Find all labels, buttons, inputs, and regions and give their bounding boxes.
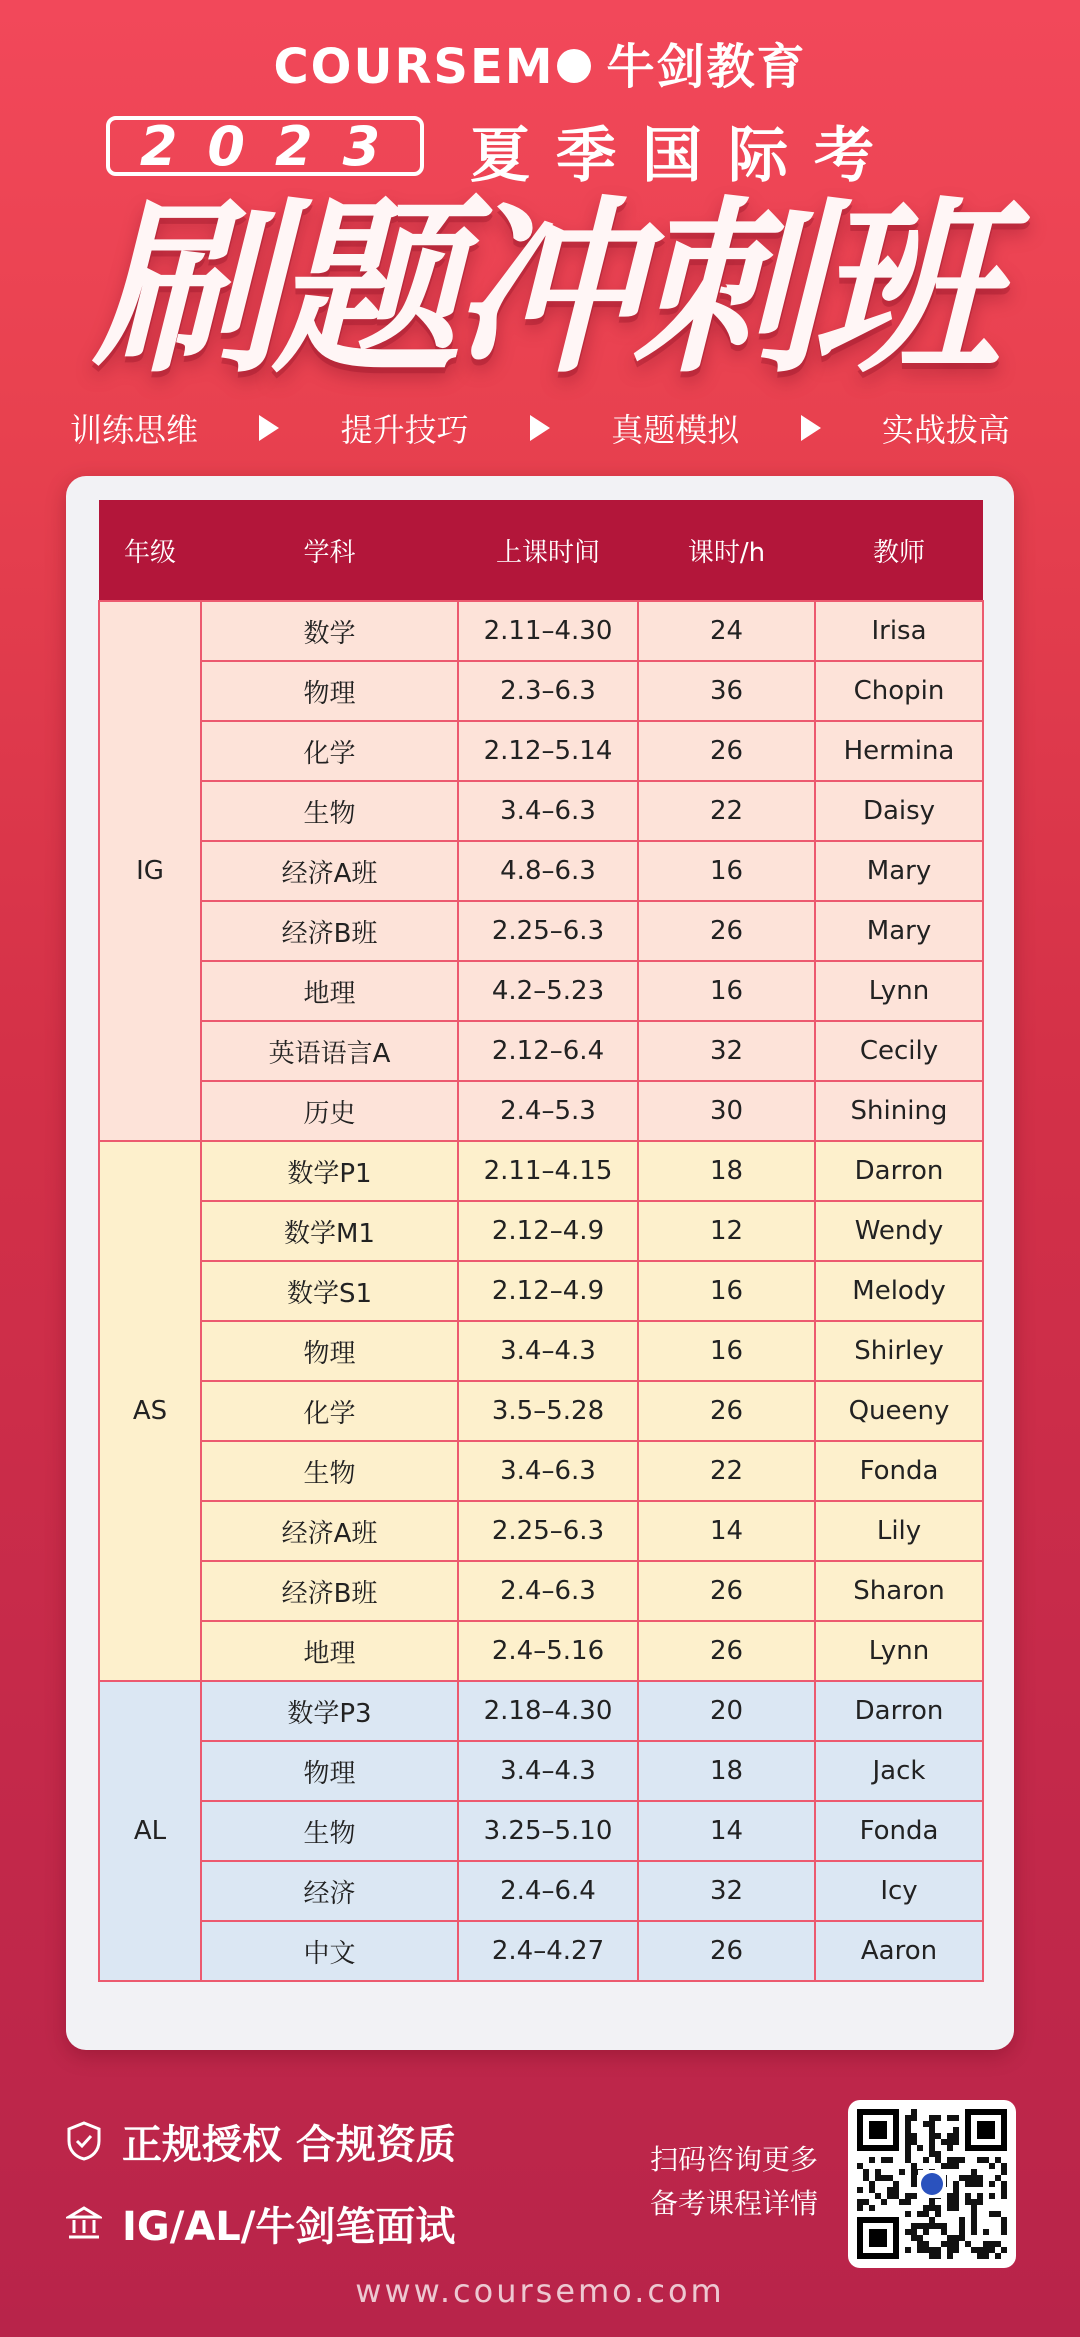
hours-cell: 12 — [638, 1201, 815, 1261]
table-row — [99, 781, 983, 841]
hours-cell: 26 — [638, 721, 815, 781]
scan-line-2: 备考课程详情 — [650, 2187, 819, 2220]
time-cell: 3.4–4.3 — [458, 1321, 638, 1381]
time-cell: 2.4–4.27 — [458, 1921, 638, 1981]
teacher-cell: Lynn — [815, 1621, 983, 1681]
subject-cell: 物理 — [201, 1321, 458, 1381]
hours-cell: 26 — [638, 1561, 815, 1621]
table-row — [99, 1141, 983, 1201]
play-arrow-icon — [801, 415, 821, 441]
play-arrow-icon — [259, 415, 279, 441]
subject-cell: 经济B班 — [201, 1561, 458, 1621]
table-row — [99, 1861, 983, 1921]
table-row — [99, 1261, 983, 1321]
level-cell: IG — [99, 601, 201, 1141]
slogan-1: 训练思维 — [70, 411, 199, 449]
teacher-cell: Lynn — [815, 961, 983, 1021]
slogan-3: 真题模拟 — [611, 411, 740, 449]
table-row — [99, 601, 983, 661]
table-row — [99, 1621, 983, 1681]
hours-cell: 24 — [638, 601, 815, 661]
hours-cell: 26 — [638, 1921, 815, 1981]
scan-prompt — [650, 2138, 850, 2226]
hours-cell: 16 — [638, 1261, 815, 1321]
hours-cell: 18 — [638, 1141, 815, 1201]
schedule-card — [66, 476, 1014, 2050]
main-title: 刷题冲刺班 — [92, 180, 992, 399]
subject-cell: 英语语言A — [201, 1021, 458, 1081]
time-cell: 3.4–6.3 — [458, 1441, 638, 1501]
brand-logo — [0, 28, 1080, 97]
teacher-cell: Darron — [815, 1141, 983, 1201]
time-cell: 2.12–4.9 — [458, 1201, 638, 1261]
teacher-cell: Chopin — [815, 661, 983, 721]
teacher-cell: Fonda — [815, 1441, 983, 1501]
table-row — [99, 1201, 983, 1261]
subject-cell: 数学 — [201, 601, 458, 661]
brand-en-part1: COURSE — [273, 39, 505, 95]
time-cell: 3.4–4.3 — [458, 1741, 638, 1801]
slogan-2: 提升技巧 — [340, 411, 469, 449]
teacher-cell: Aaron — [815, 1921, 983, 1981]
scan-line-1: 扫码咨询更多 — [650, 2143, 819, 2176]
brand-en-part2: M — [504, 39, 555, 95]
table-row — [99, 1681, 983, 1741]
year-badge: 2023 — [106, 116, 424, 176]
header-level: 年级 — [99, 500, 201, 601]
subject-cell: 数学P1 — [201, 1141, 458, 1201]
schedule-table-wrap — [98, 500, 982, 1982]
hours-cell: 16 — [638, 841, 815, 901]
exam-title: 夏季国际考 — [470, 121, 900, 191]
website-url[interactable]: www.coursemo.com — [355, 2272, 725, 2310]
hours-cell: 32 — [638, 1861, 815, 1921]
table-row — [99, 1921, 983, 1981]
hours-cell: 36 — [638, 661, 815, 721]
time-cell: 2.4–6.4 — [458, 1861, 638, 1921]
time-cell: 2.12–4.9 — [458, 1261, 638, 1321]
hours-cell: 18 — [638, 1741, 815, 1801]
subject-cell: 化学 — [201, 1381, 458, 1441]
logo-dot-icon — [557, 49, 591, 83]
teacher-cell: Mary — [815, 841, 983, 901]
time-cell: 2.12–6.4 — [458, 1021, 638, 1081]
subject-cell: 数学P3 — [201, 1681, 458, 1741]
teacher-cell: Sharon — [815, 1561, 983, 1621]
level-cell: AS — [99, 1141, 201, 1681]
hours-cell: 26 — [638, 1621, 815, 1681]
subject-cell: 数学M1 — [201, 1201, 458, 1261]
subject-cell: 经济A班 — [201, 841, 458, 901]
institution-icon — [66, 2205, 102, 2241]
feature-2-text: IG/AL/牛剑笔面试 — [122, 2203, 456, 2250]
header-teacher: 教师 — [815, 500, 983, 601]
table-row — [99, 1561, 983, 1621]
time-cell: 2.4–6.3 — [458, 1561, 638, 1621]
teacher-cell: Icy — [815, 1861, 983, 1921]
hours-cell: 16 — [638, 1321, 815, 1381]
subject-cell: 历史 — [201, 1081, 458, 1141]
teacher-cell: Daisy — [815, 781, 983, 841]
shield-check-icon — [66, 2121, 102, 2161]
play-arrow-icon — [530, 415, 550, 441]
time-cell: 2.11–4.15 — [458, 1141, 638, 1201]
feature-1-text: 正规授权 合规资质 — [122, 2121, 456, 2168]
hours-cell: 16 — [638, 961, 815, 1021]
qr-code-icon — [848, 2100, 1016, 2268]
time-cell: 2.18–4.30 — [458, 1681, 638, 1741]
header-subject: 学科 — [201, 500, 458, 601]
subject-cell: 物理 — [201, 1741, 458, 1801]
time-cell: 2.11–4.30 — [458, 601, 638, 661]
features — [66, 2110, 456, 2274]
subject-cell: 中文 — [201, 1921, 458, 1981]
teacher-cell: Melody — [815, 1261, 983, 1321]
teacher-cell: Darron — [815, 1681, 983, 1741]
subject-cell: 化学 — [201, 721, 458, 781]
teacher-cell: Lily — [815, 1501, 983, 1561]
time-cell: 4.8–6.3 — [458, 841, 638, 901]
table-body — [99, 601, 983, 1981]
table-row — [99, 1381, 983, 1441]
table-row — [99, 1021, 983, 1081]
teacher-cell: Queeny — [815, 1381, 983, 1441]
table-row — [99, 1741, 983, 1801]
subject-cell: 经济 — [201, 1861, 458, 1921]
subject-cell: 数学S1 — [201, 1261, 458, 1321]
hours-cell: 30 — [638, 1081, 815, 1141]
subject-cell: 物理 — [201, 661, 458, 721]
time-cell: 2.4–5.16 — [458, 1621, 638, 1681]
table-row — [99, 901, 983, 961]
hours-cell: 22 — [638, 781, 815, 841]
subject-cell: 生物 — [201, 781, 458, 841]
slogan-row — [70, 405, 1010, 451]
time-cell: 2.12–5.14 — [458, 721, 638, 781]
teacher-cell: Irisa — [815, 601, 983, 661]
table-row — [99, 721, 983, 781]
hours-cell: 32 — [638, 1021, 815, 1081]
table-row — [99, 1501, 983, 1561]
table-row — [99, 1321, 983, 1381]
time-cell: 2.4–5.3 — [458, 1081, 638, 1141]
hours-cell: 26 — [638, 1381, 815, 1441]
teacher-cell: Mary — [815, 901, 983, 961]
table-row — [99, 1801, 983, 1861]
time-cell: 2.3–6.3 — [458, 661, 638, 721]
table-header-row — [99, 500, 983, 601]
teacher-cell: Fonda — [815, 1801, 983, 1861]
header-time: 上课时间 — [458, 500, 638, 601]
time-cell: 3.4–6.3 — [458, 781, 638, 841]
time-cell: 3.25–5.10 — [458, 1801, 638, 1861]
hours-cell: 22 — [638, 1441, 815, 1501]
time-cell: 3.5–5.28 — [458, 1381, 638, 1441]
teacher-cell: Shirley — [815, 1321, 983, 1381]
teacher-cell: Hermina — [815, 721, 983, 781]
hours-cell: 26 — [638, 901, 815, 961]
feature-authorized — [66, 2110, 456, 2172]
subject-cell: 地理 — [201, 961, 458, 1021]
header-hours: 课时/h — [638, 500, 815, 601]
teacher-cell: Shining — [815, 1081, 983, 1141]
hours-cell: 14 — [638, 1501, 815, 1561]
subject-cell: 经济B班 — [201, 901, 458, 961]
brand-cn: 牛剑教育 — [606, 39, 807, 95]
subject-cell: 经济A班 — [201, 1501, 458, 1561]
slogan-4: 实战拔高 — [881, 411, 1010, 449]
time-cell: 2.25–6.3 — [458, 1501, 638, 1561]
time-cell: 2.25–6.3 — [458, 901, 638, 961]
table-row — [99, 1081, 983, 1141]
subject-cell: 地理 — [201, 1621, 458, 1681]
qr-code[interactable] — [848, 2100, 1016, 2268]
table-row — [99, 1441, 983, 1501]
teacher-cell: Wendy — [815, 1201, 983, 1261]
time-cell: 4.2–5.23 — [458, 961, 638, 1021]
table-row — [99, 661, 983, 721]
feature-exams — [66, 2192, 456, 2254]
schedule-table — [98, 500, 984, 1982]
teacher-cell: Jack — [815, 1741, 983, 1801]
level-cell: AL — [99, 1681, 201, 1981]
subject-cell: 生物 — [201, 1801, 458, 1861]
hours-cell: 14 — [638, 1801, 815, 1861]
teacher-cell: Cecily — [815, 1021, 983, 1081]
subject-cell: 生物 — [201, 1441, 458, 1501]
hours-cell: 20 — [638, 1681, 815, 1741]
table-row — [99, 841, 983, 901]
table-row — [99, 961, 983, 1021]
